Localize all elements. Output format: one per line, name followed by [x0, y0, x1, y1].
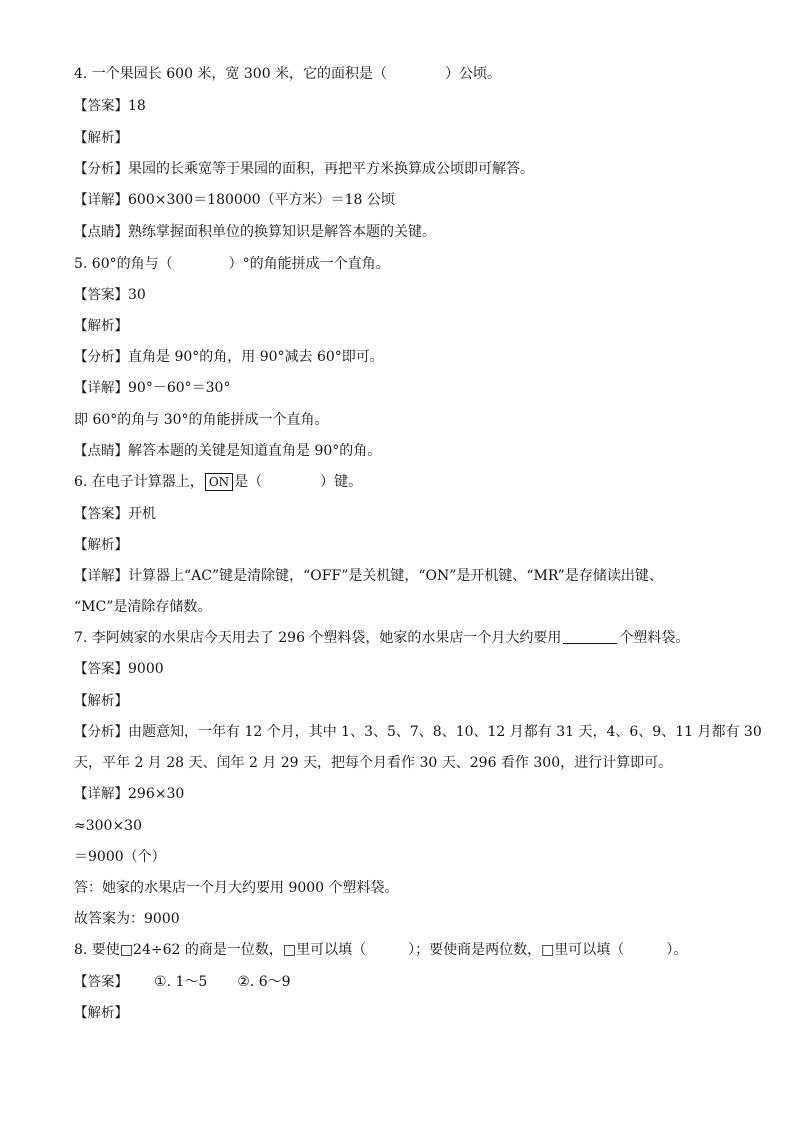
- q7-fenxi: [74, 722, 762, 742]
- q4-dianjing-text: 熟练掌握面积单位的换算知识是解答本题的关键。: [128, 224, 436, 240]
- q7-fenxi-text: 由题意知，一年有 12 个月，其中 1、3、5、7、8、10、12 月都有 31 天，4、6、9、11 月都有 30: [128, 724, 762, 740]
- answer-tag: 【答案】: [74, 98, 128, 114]
- q4-analysis: [74, 128, 128, 148]
- q5-detail-text-2: 即 60°的角与 30°的角能拼成一个直角。: [74, 412, 329, 428]
- q7-step-2-text: ＝9000（个）: [74, 849, 166, 865]
- question-8-text-b: ）；要使商是两位数，□里可以填（: [408, 942, 625, 958]
- q7-analysis: [74, 691, 128, 711]
- q5-analysis: [74, 316, 128, 336]
- q8-answer: [74, 972, 291, 992]
- q5-detail-text: 90°－60°＝30°: [128, 380, 231, 396]
- question-5: [74, 254, 390, 274]
- question-5-text-b: ）°的角能拼成一个直角。: [228, 256, 390, 272]
- q4-detail: [74, 190, 395, 210]
- question-4: [74, 64, 501, 84]
- q5-detail: [74, 378, 230, 398]
- question-6-text-b: 是（: [234, 474, 263, 490]
- fenxi-tag: 【分析】: [74, 724, 128, 740]
- q5-fenxi-text: 直角是 90°的角，用 90°减去 60°即可。: [128, 349, 384, 365]
- question-7-text-a: 7. 李阿姨家的水果店今天用去了 296 个塑料袋，她家的水果店一个月大约要用: [74, 630, 562, 646]
- answer-tag: 【答案】: [74, 287, 128, 303]
- q4-detail-text: 600×300＝180000（平方米）＝18 公顷: [128, 192, 395, 208]
- answer-tag: 【答案】: [74, 974, 128, 990]
- answer-blank: [563, 629, 617, 644]
- fenxi-tag: 【分析】: [74, 349, 128, 365]
- dianjing-tag: 【点睛】: [74, 224, 128, 240]
- q7-reply: [74, 878, 399, 898]
- question-5-text-a: 5. 60°的角与（: [74, 256, 173, 272]
- q4-answer: [74, 96, 146, 116]
- q7-final-text: 故答案为：9000: [74, 911, 180, 927]
- q7-fenxi-2: [74, 753, 672, 773]
- q5-fenxi: [74, 347, 384, 367]
- analysis-tag: 【解析】: [74, 537, 128, 553]
- q8-answer-2: . 6～9: [249, 974, 291, 990]
- q5-dianjing-text: 解答本题的关键是知道直角是 90°的角。: [128, 443, 382, 459]
- q8-answer-2-number: ②: [237, 974, 250, 990]
- q6-detail-text: 计算器上“AC”键是清除键，“OFF”是关机键，“ON”是开机键、“MR”是存储读出键、: [128, 568, 663, 584]
- question-4-text-a: 4. 一个果园长 600 米，宽 300 米，它的面积是（: [74, 66, 388, 82]
- q6-answer-value: 开机: [128, 506, 156, 522]
- q6-detail-2: [74, 597, 211, 617]
- analysis-tag: 【解析】: [74, 1005, 128, 1021]
- q4-answer-value: 18: [128, 98, 146, 114]
- detail-tag: 【详解】: [74, 786, 128, 802]
- question-7: [74, 628, 689, 648]
- q6-analysis: [74, 535, 128, 555]
- question-6-text-c: ）键。: [320, 474, 363, 490]
- analysis-tag: 【解析】: [74, 130, 128, 146]
- question-4-text-b: ）公顷。: [445, 66, 502, 82]
- question-8-text-c: ）。: [666, 942, 688, 958]
- question-6: [74, 472, 362, 492]
- q7-step-2: [74, 847, 166, 867]
- q7-step-1: [74, 816, 142, 836]
- detail-tag: 【详解】: [74, 568, 128, 584]
- q5-answer-value: 30: [128, 287, 146, 303]
- q7-reply-text: 答：她家的水果店一个月大约要用 9000 个塑料袋。: [74, 880, 399, 896]
- q7-step-1-text: ≈300×30: [74, 818, 142, 834]
- q5-answer: [74, 285, 146, 305]
- question-6-text-a: 6. 在电子计算器上，: [74, 474, 204, 490]
- q7-detail: [74, 784, 184, 804]
- q5-detail-2: [74, 410, 329, 430]
- q5-dianjing: [74, 441, 381, 461]
- q7-answer-value: 9000: [128, 661, 164, 677]
- q7-fenxi-text-2: 天，平年 2 月 28 天、闰年 2 月 29 天，把每个月看作 30 天、296 看作 300，进行计算即可。: [74, 755, 673, 771]
- q6-detail-text-2: “MC”是清除存储数。: [74, 599, 212, 615]
- q6-detail: [74, 566, 663, 586]
- analysis-tag: 【解析】: [74, 318, 128, 334]
- fenxi-tag: 【分析】: [74, 161, 128, 177]
- question-7-text-b: 个塑料袋。: [619, 630, 690, 646]
- q8-analysis: [74, 1003, 128, 1023]
- answer-tag: 【答案】: [74, 506, 128, 522]
- detail-tag: 【详解】: [74, 192, 128, 208]
- answer-tag: 【答案】: [74, 661, 128, 677]
- q4-fenxi-text: 果园的长乘宽等于果园的面积，再把平方米换算成公顷即可解答。: [128, 161, 534, 177]
- detail-tag: 【详解】: [74, 380, 128, 396]
- q8-answer-1: . 1～5: [166, 974, 208, 990]
- q6-answer: [74, 504, 156, 524]
- q4-dianjing: [74, 222, 436, 242]
- q7-detail-text: 296×30: [128, 786, 185, 802]
- q4-fenxi: [74, 159, 534, 179]
- dianjing-tag: 【点睛】: [74, 443, 128, 459]
- q7-answer: [74, 659, 164, 679]
- question-8: [74, 940, 687, 960]
- q7-final: [74, 909, 180, 929]
- analysis-tag: 【解析】: [74, 693, 128, 709]
- q8-answer-1-number: ①: [154, 974, 167, 990]
- on-key-icon: ON: [205, 473, 233, 491]
- question-8-text-a: 8. 要使□24÷62 的商是一位数，□里可以填（: [74, 942, 367, 958]
